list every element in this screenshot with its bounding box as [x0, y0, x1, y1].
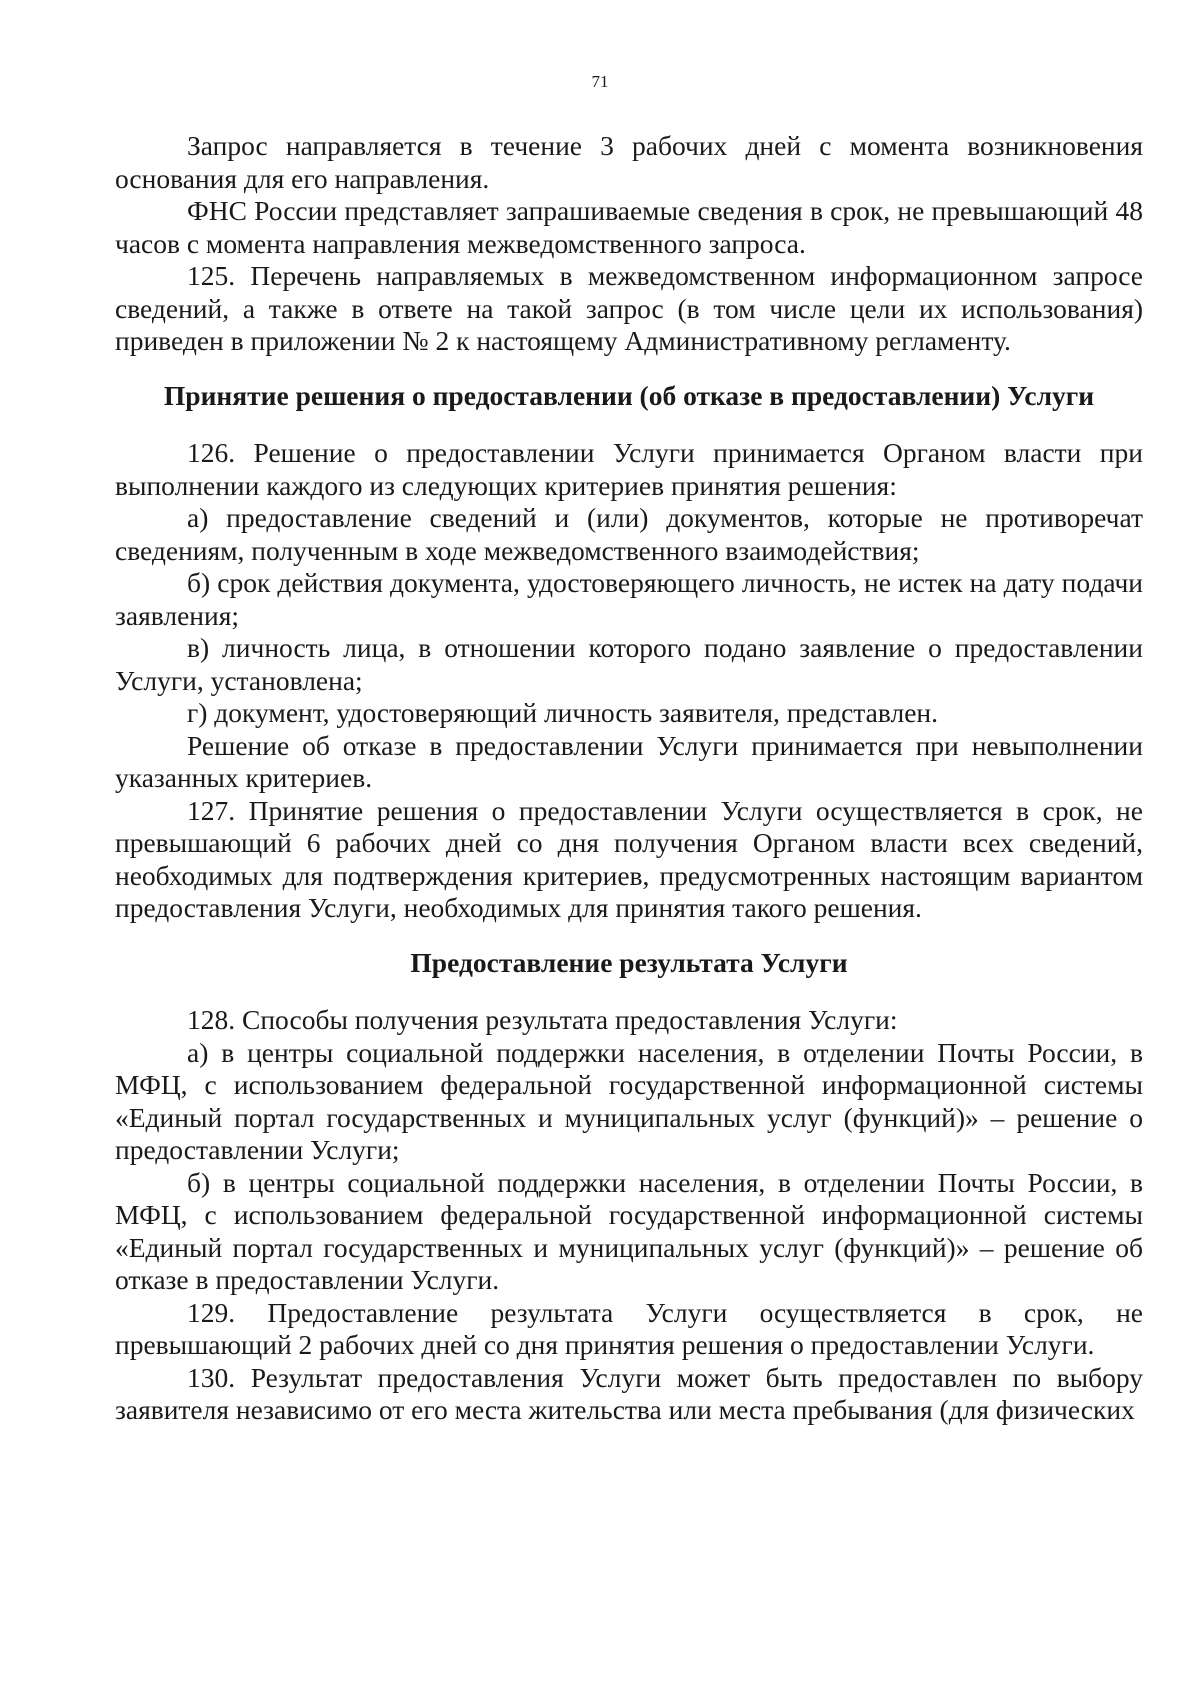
- section-heading-result: Предоставление результата Услуги: [410, 946, 848, 978]
- paragraph-130: 130. Результат предоставления Услуги может быть предоставлен по выбору заявителя независимо от его места жительства или места пребывания (для физических: [115, 1361, 1143, 1425]
- paragraph-128: 128. Способы получения результата предоставления Услуги:: [187, 1004, 898, 1035]
- criterion-v: в) личность лица, в отношении которого подано заявление о предоставлении Услуги, установлена;: [115, 632, 1143, 696]
- paragraph-127: 127. Принятие решения о предоставлении Услуги осуществляется в срок, не превышающий 6 рабочих дней со дня получения Органом власти всех сведений, необходимых для подтверждения критериев, предусмотренных настоящим вариантом предоставления Услуги, необходимых для принятия такого решения.: [115, 794, 1143, 923]
- paragraph-126: 126. Решение о предоставлении Услуги принимается Органом власти при выполнении каждого из следующих критериев принятия решения:: [115, 437, 1143, 501]
- paragraph-129: 129. Предоставление результата Услуги осуществляется в срок, не превышающий 2 рабочих дней со дня принятия решения о предоставлении Услуги.: [115, 1296, 1143, 1360]
- criterion-b: б) срок действия документа, удостоверяющего личность, не истек на дату подачи заявления;: [115, 567, 1143, 631]
- method-b: б) в центры социальной поддержки населения, в отделении Почты России, в МФЦ, с использованием федеральной государственной информационной системы «Единый портал государственных и муниципальных услуг (функций)» – решение об отказе в предоставлении Услуги.: [115, 1166, 1143, 1295]
- paragraph-125: 125. Перечень направляемых в межведомственном информационном запросе сведений, а также в ответе на такой запрос (в том числе цели их использования) приведен в приложении № 2 к настоящему Административному регламенту.: [115, 260, 1143, 356]
- paragraph-fns-response: ФНС России представляет запрашиваемые сведения в срок, не превышающий 48 часов с момента направления межведомственного запроса.: [115, 195, 1143, 259]
- criterion-a: а) предоставление сведений и (или) документов, которые не противоречат сведениям, полученным в ходе межведомственного взаимодействия;: [115, 502, 1143, 566]
- document-body: [115, 130, 1143, 1427]
- page-number: 71: [591, 72, 609, 91]
- section-heading-decision: Принятие решения о предоставлении (об отказе в предоставлении) Услуги: [163, 379, 1095, 411]
- paragraph-request-timing: Запрос направляется в течение 3 рабочих дней с момента возникновения основания для его направления.: [115, 130, 1143, 194]
- criterion-g: г) документ, удостоверяющий личность заявителя, представлен.: [187, 697, 938, 728]
- method-a: а) в центры социальной поддержки населения, в отделении Почты России, в МФЦ, с использованием федеральной государственной информационной системы «Единый портал государственных и муниципальных услуг (функций)» – решение о предоставлении Услуги;: [115, 1036, 1143, 1165]
- paragraph-refusal: Решение об отказе в предоставлении Услуги принимается при невыполнении указанных критериев.: [115, 729, 1143, 793]
